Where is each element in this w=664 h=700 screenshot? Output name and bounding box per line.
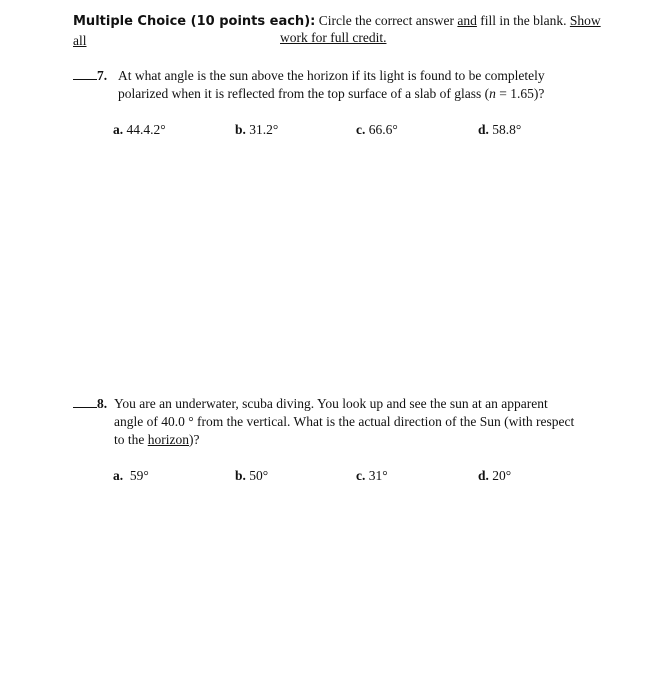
question-number: 7.: [97, 68, 108, 83]
instructions-and: and: [457, 13, 477, 28]
choice-d[interactable]: d. 58.8°: [478, 122, 522, 137]
choice-a[interactable]: a. 59°: [113, 468, 149, 483]
question-number: 8.: [97, 396, 108, 411]
question-8: [73, 395, 107, 413]
choice-b[interactable]: b. 50°: [235, 468, 269, 483]
question-line: angle of 40.0 ° from the vertical. What is the actual direction of the Sun (with respect: [114, 414, 575, 429]
question-7-text: [118, 67, 618, 103]
choice-d[interactable]: d. 20°: [478, 468, 512, 483]
horizon-underlined: horizon: [147, 432, 189, 447]
instructions-mid: fill in the blank.: [476, 13, 570, 28]
instructions-line2: work for full credit.: [280, 30, 387, 45]
choice-c[interactable]: c. 66.6°: [356, 122, 398, 137]
question-8-text: [114, 395, 619, 449]
question-7: [73, 67, 107, 85]
question-line: polarized when it is reflected from the top surface of a slab of glass (n = 1.65)?: [118, 86, 545, 101]
choice-a[interactable]: a. 44.4.2°: [113, 122, 166, 137]
variable-n: n: [489, 86, 496, 101]
instructions-show-all: Show all: [73, 13, 601, 48]
question-line: At what angle is the sun above the horizon if its light is found to be completely: [118, 68, 545, 83]
answer-blank[interactable]: [73, 67, 97, 80]
question-line: You are an underwater, scuba diving. You look up and see the sun at an apparent: [114, 396, 548, 411]
section-title: Multiple Choice (10 points each):: [73, 14, 316, 29]
choice-b[interactable]: b. 31.2°: [235, 122, 279, 137]
choice-c[interactable]: c. 31°: [356, 468, 388, 483]
instructions-intro: Circle the correct answer: [315, 13, 458, 28]
question-line: to the horizon)?: [114, 432, 200, 447]
answer-blank[interactable]: [73, 395, 97, 408]
